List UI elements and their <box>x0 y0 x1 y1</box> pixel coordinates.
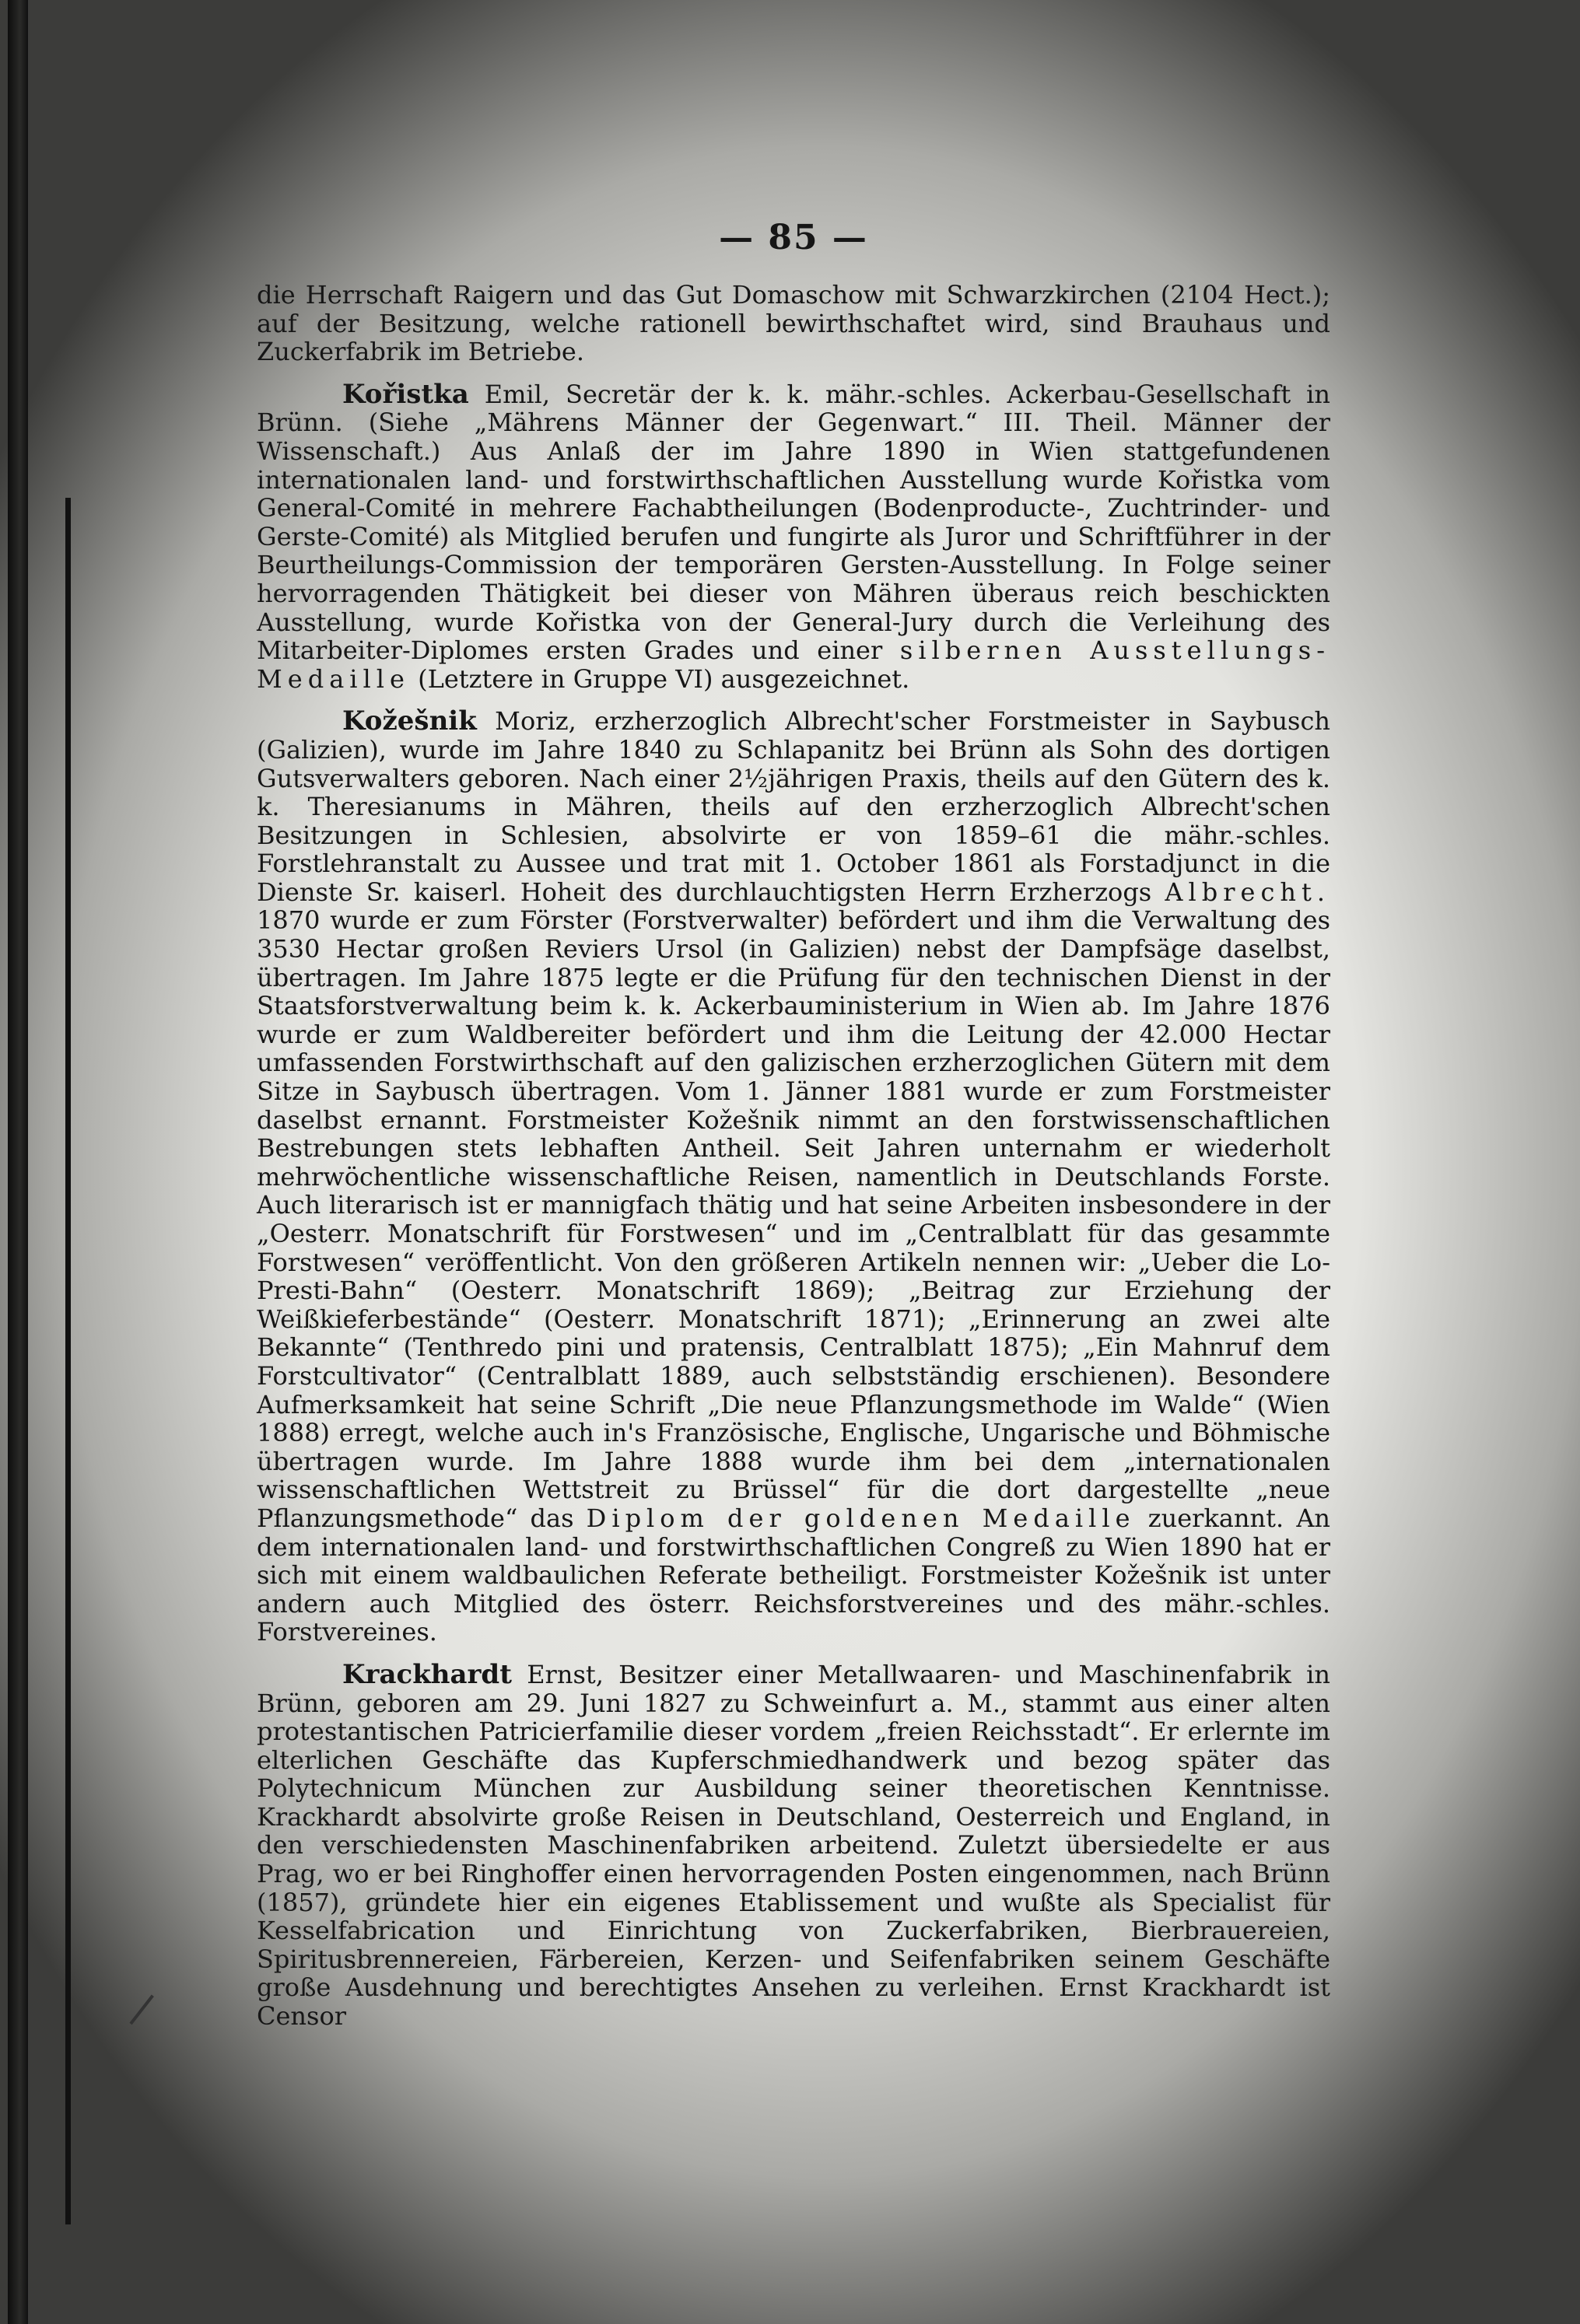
entry-krackhardt <box>257 1658 1331 2032</box>
entry-text: 1870 wurde er zum Förster (Forstverwalter) befördert und ihm die Verwaltung des 3530 Hectar großen Reviers Ursol (in Galizien) nebst der Dampfsäge daselbst, übertragen. Im Jahre 1875 legte er die Prüfung für den technischen Dienst in der Staatsforstverwaltung beim k. k. Ackerbauministerium in Wien ab. Im Jahre 1876 wurde er zum Waldbereiter befördert und ihm die Leitung der 42.000 Hectar umfassenden Forstwirthschaft auf den galizischen erzherzoglichen Gütern mit dem Sitze in Saybusch übertragen. Vom 1. Jänner 1881 wurde er zum Forstmeister daselbst ernannt. Forstmeister Kožešnik nimmt an den forstwissenschaftlichen Bestrebungen stets lebhaften Antheil. Seit Jahren unternahm er wiederholt mehrwöchentliche wissenschaftliche Reisen, namentlich in Deutschlands Forste. Auch literarisch ist er mannigfach thätig und hat seine Arbeiten insbesondere in der „Oesterr. Monatschrift für Forstwesen“ und im „Centralblatt für das gesammte Forstwesen“ veröffentlicht. Von den größeren Artikeln nennen wir: „Ueber die Lo-Presti-Bahn“ (Oesterr. Monatschrift 1869); „Beitrag zur Erziehung der Weißkieferbestände“ (Oesterr. Monatschrift 1871); „Erinnerung an zwei alte Bekannte“ (Tenthredo pini und pratensis, Centralblatt 1875); „Ein Mahnruf dem Forstcultivator“ (Centralblatt 1889, auch selbstständig erschienen). Besondere Aufmerksamkeit hat seine Schrift „Die neue Pflanzungsmethode im Walde“ (Wien 1888) erregt, welche auch in's Französische, Englische, Ungarische und Böhmische übertragen wurde. Im Jahre 1888 wurde ihm bei dem „internationalen wissenschaftlichen Wettstreit zu Brüssel“ für die dort dargestellte „neue Pflanzungsmethode“ das <box>257 905 1330 1533</box>
book-page <box>257 218 1330 2209</box>
entry-spaced-text: Albrecht. <box>1165 877 1331 907</box>
entry-spaced-text: Diplom der goldenen Medaille <box>586 1503 1136 1533</box>
entry-text: Ernst, Besitzer einer Metallwaaren- und Maschinenfabrik in Brünn, geboren am 29. Juni 1827 zu Schweinfurt a. M., stammt aus einer alten protestantischen Patricierfamilie dieser vordem „freien Reichsstadt“. Er erlernte im elterlichen Geschäfte das Kupferschmiedhandwerk und bezog später das Polytechnicum München zur Ausbildung seiner theoretischen Kenntnisse. Krackhardt absolvirte große Reisen in Deutschland, Oesterreich und England, in den verschiedensten Maschinenfabriken arbeitend. Zuletzt übersiedelte er aus Prag, wo er bei Ringhoffer einen hervorragenden Posten eingenommen, nach Brünn (1857), gründete hier ein eigenes Etablissement und wußte als Specialist für Kesselfabrication und Einrichtung von Zuckerfabriken, Bierbrauereien, Spiritusbrennereien, Färbereien, Kerzen- und Seifenfabriken seinem Geschäfte große Ausdehnung und berechtigtes Ansehen zu verleihen. Ernst Krackhardt ist Censor <box>257 1659 1331 2032</box>
entry-spaced-text: silbernen Ausstellungs-Medaille <box>257 635 1331 694</box>
entry-name: Kořistka <box>342 378 469 410</box>
entry-paragraph <box>257 707 1330 1647</box>
margin-rule <box>65 498 71 2224</box>
entry-paragraph <box>257 1658 1331 2032</box>
page-number: — 85 — <box>719 218 868 257</box>
intro-paragraph: die Herrschaft Raigern und das Gut Domaschow mit Schwarzkirchen (2104 Hect.); auf der Besitzung, welche rationell bewirthschaftet wird, sind Brauhaus und Zuckerfabrik im Betriebe. <box>257 280 1330 367</box>
entry-text: zuerkannt. An dem internationalen land- und forstwirthschaftlichen Congreß zu Wien 1890 hat er sich mit einem waldbaulichen Referate betheiligt. Forstmeister Kožešnik ist unter andern auch Mitglied des österr. Reichsforstvereines und des mähr.-schles. Forstvereines. <box>257 1503 1331 1647</box>
entry-kozesnik <box>257 707 1330 1647</box>
entry-text: Moriz, erzherzoglich Albrecht'scher Forstmeister in Saybusch (Galizien), wurde im Jahre 1840 zu Schlapanitz bei Brünn als Sohn des dortigen Gutsverwalters geboren. Nach einer 2½jährigen Praxis, theils auf den Gütern des k. k. Theresianums in Mähren, theils auf den erzherzoglich Albrecht'schen Besitzungen in Schlesien, absolvirte er von 1859–61 die mähr.-schles. Forstlehranstalt zu Aussee und trat mit 1. October 1861 als Forstadjunct in die Dienste Sr. kaiserl. Hoheit des durchlauchtigsten Herrn Erzherzogs <box>257 706 1331 907</box>
entry-koristka <box>257 380 1330 694</box>
entry-text: Emil, Secretär der k. k. mähr.-schles. Ackerbau-Gesellschaft in Brünn. (Siehe „Mährens Männer der Gegenwart.“ III. Theil. Männer der Wissenschaft.) Aus Anlaß der im Jahre 1890 in Wien stattgefundenen internationalen land- und forstwirthschaftlichen Ausstellung wurde Kořistka vom General-Comité in mehrere Fachabtheilungen (Bodenproducte-, Zuchtrinder- und Gerste-Comité) als Mitglied berufen und fungirte als Juror und Schriftführer in der Beurtheilungs-Commission der temporären Gersten-Ausstellung. In Folge seiner hervorragenden Thätigkeit bei dieser von Mähren überaus reich beschickten Ausstellung, wurde Kořistka von der General-Jury durch die Verleihung des Mitarbeiter-Diplomes ersten Grades und einer <box>257 379 1330 666</box>
entry-paragraph <box>257 380 1330 694</box>
entry-name: Krackhardt <box>342 1658 512 1690</box>
entry-text: (Letztere in Gruppe VI) ausgezeichnet. <box>418 663 910 694</box>
entry-name: Kožešnik <box>342 705 477 737</box>
binding-edge <box>8 0 28 2324</box>
